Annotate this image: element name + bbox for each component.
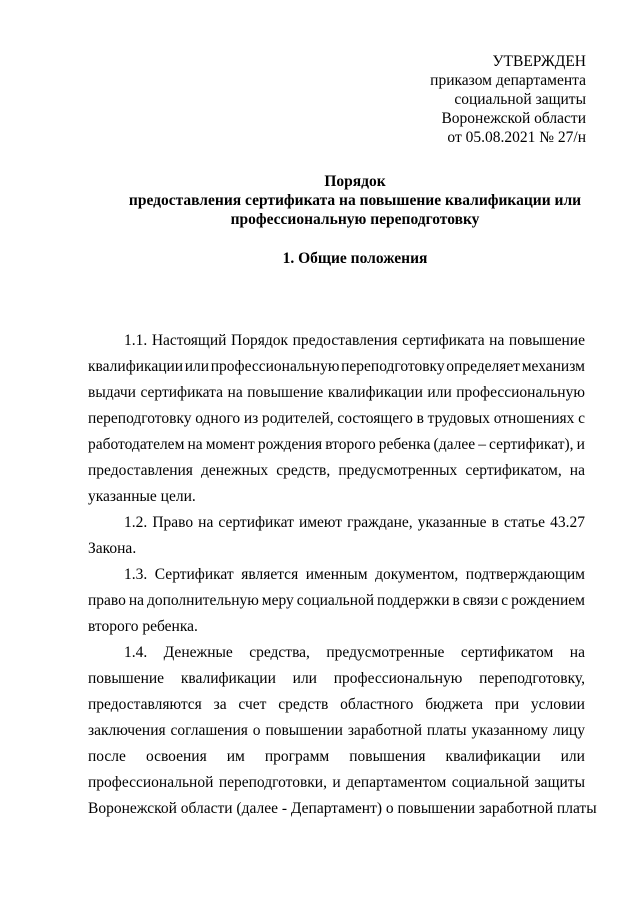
paragraph-line: предоставляются за счет средств областного бюджета при условии: [88, 696, 585, 713]
paragraph-line: предоставления денежных средств, предусмотренных сертификатом, на: [88, 462, 585, 479]
approval-stamp-block: [430, 52, 586, 147]
approval-line-order: приказом департамента: [430, 72, 586, 89]
title-line-1: Порядок: [324, 173, 386, 190]
paragraph-line: после освоения им программ повышения квалификации или: [88, 748, 585, 765]
approval-line-region: Воронежской области: [441, 110, 586, 127]
paragraph-line: выдачи сертификата на повышение квалификации или профессиональную: [88, 384, 585, 401]
paragraph-line: 1.1. Настоящий Порядок предоставления сертификата на повышение: [124, 332, 585, 349]
paragraph-line: право на дополнительную меру социальной поддержки в связи с рождением: [88, 592, 585, 609]
paragraph-line: Воронежской области (далее - Департамент) о повышении заработной платы: [88, 800, 597, 817]
paragraph-line: профессиональной переподготовки, и департаментом социальной защиты: [88, 774, 585, 791]
paragraph-line: 1.4. Денежные средства, предусмотренные сертификатом на: [124, 644, 585, 661]
paragraph-line: заключения соглашения о повышении заработной платы указанному лицу: [88, 722, 585, 739]
document-body: [88, 328, 597, 822]
paragraph-line: переподготовку одного из родителей, состоящего в трудовых отношениях с: [88, 410, 585, 427]
paragraph-line: повышение квалификации или профессиональную переподготовку,: [88, 670, 585, 687]
document-title: [80, 172, 630, 229]
approval-line-date-number: от 05.08.2021 № 27/н: [447, 129, 586, 146]
paragraph: [88, 328, 585, 510]
approval-line-approved: УТВЕРЖДЕН: [492, 53, 586, 70]
paragraph-line: 1.3. Сертификат является именным документом, подтверждающим: [124, 566, 585, 583]
paragraph-line: квалификации или профессиональную переподготовку определяет механизм: [88, 358, 585, 375]
paragraph: [88, 640, 597, 822]
paragraph-line: 1.2. Право на сертификат имеют граждане, указанные в статье 43.27: [124, 514, 585, 531]
paragraph-line: Закона.: [88, 540, 137, 557]
paragraph-line: второго ребенка.: [88, 618, 198, 635]
paragraph: [88, 562, 585, 640]
paragraph: [88, 510, 585, 562]
section-heading: 1. Общие положения: [282, 250, 428, 267]
paragraph-line: указанные цели.: [88, 488, 196, 505]
title-line-3: профессиональную переподготовку: [230, 211, 480, 228]
title-line-2: предоставления сертификата на повышение квалификации или: [128, 192, 582, 209]
approval-line-department: социальной защиты: [454, 91, 586, 108]
paragraph-line: работодателем на момент рождения второго ребенка (далее – сертификат), и: [88, 436, 585, 453]
